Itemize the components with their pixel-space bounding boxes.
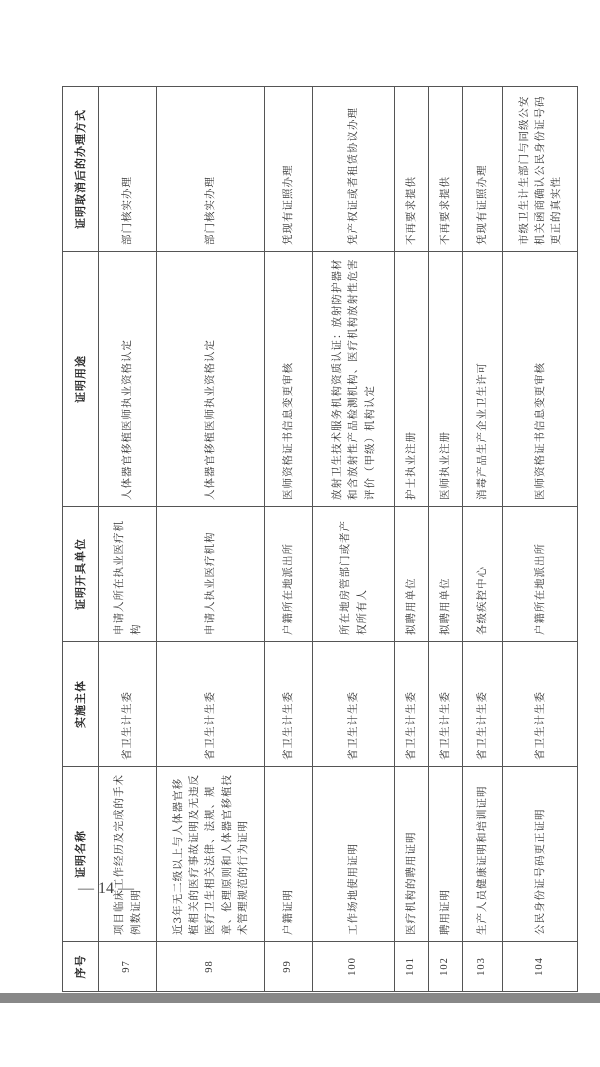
row-method: 市级卫生计生部门与同级公安机关函商确认公民身份证号码更正的真实性: [503, 87, 578, 252]
row-no: 101: [395, 942, 429, 992]
table-row: [99, 87, 157, 992]
row-subject: 省卫生计生委: [265, 642, 313, 767]
row-subject: 省卫生计生委: [429, 642, 463, 767]
bottom-band: [0, 993, 600, 1003]
row-issuer: 申请人所在执业医疗机构: [99, 507, 157, 642]
row-purpose: 人体器官移植医师执业资格认定: [99, 252, 157, 507]
header-method: 证明取消后的办理方式: [63, 87, 99, 252]
header-purpose: 证明用途: [63, 252, 99, 507]
row-method: 部门核实办理: [99, 87, 157, 252]
row-subject: 省卫生计生委: [395, 642, 429, 767]
table-row: [503, 87, 578, 992]
table-row: [157, 87, 265, 992]
row-issuer: 所在地房管部门或者产权所有人: [313, 507, 395, 642]
row-issuer: 户籍所在地派出所: [503, 507, 578, 642]
row-purpose: 医师执业注册: [429, 252, 463, 507]
table-row: [429, 87, 463, 992]
row-issuer: 户籍所在地派出所: [265, 507, 313, 642]
row-subject: 省卫生计生委: [503, 642, 578, 767]
row-name: 医疗机构的聘用证明: [395, 767, 429, 942]
row-method: 凭现有证照办理: [265, 87, 313, 252]
row-purpose: 医师资格证书信息变更审核: [503, 252, 578, 507]
rotated-table-inner: [62, 87, 577, 992]
row-method: 凭现有证照办理: [463, 87, 503, 252]
row-no: 98: [157, 942, 265, 992]
row-name: 生产人员健康证明和培训证明: [463, 767, 503, 942]
row-no: 103: [463, 942, 503, 992]
row-issuer: 拟聘用单位: [429, 507, 463, 642]
row-subject: 省卫生计生委: [157, 642, 265, 767]
row-name: 公民身份证号码更正证明: [503, 767, 578, 942]
header-issuer: 证明开具单位: [63, 507, 99, 642]
row-name: 近3年无二级以上与人体器官移植相关的医疗事故证明及无违反医疗卫生相关法律、法规、规章、伦理原则和人体器官移植技术管理规范的行为证明: [157, 767, 265, 942]
row-issuer: 各级疾控中心: [463, 507, 503, 642]
row-purpose: 放射卫生技术服务机构资质认证：放射防护器材和含放射性产品检测机构、医疗机构放射性危害评价（甲级）机构认定: [313, 252, 395, 507]
row-purpose: 消毒产品生产企业卫生许可: [463, 252, 503, 507]
row-name: 工作场地使用证明: [313, 767, 395, 942]
header-name: 证明名称: [63, 767, 99, 942]
row-issuer: 申请人执业医疗机构: [157, 507, 265, 642]
page-number: — 14 —: [78, 880, 134, 897]
header-no: 序号: [63, 942, 99, 992]
certificate-table: [62, 86, 578, 992]
row-name: 户籍证明: [265, 767, 313, 942]
row-purpose: 护士执业注册: [395, 252, 429, 507]
table-header-row: [63, 87, 99, 992]
table-row: [265, 87, 313, 992]
row-no: 102: [429, 942, 463, 992]
row-purpose: 医师资格证书信息变更审核: [265, 252, 313, 507]
row-no: 104: [503, 942, 578, 992]
row-no: 97: [99, 942, 157, 992]
row-method: 部门核实办理: [157, 87, 265, 252]
row-issuer: 拟聘用单位: [395, 507, 429, 642]
row-method: 不再要求提供: [395, 87, 429, 252]
header-subject: 实施主体: [63, 642, 99, 767]
row-purpose: 人体器官移植医师执业资格认定: [157, 252, 265, 507]
row-subject: 省卫生计生委: [463, 642, 503, 767]
table-row: [313, 87, 395, 992]
row-name: 项目临床工作经历及完成的手术例数证明: [99, 767, 157, 942]
row-no: 100: [313, 942, 395, 992]
row-name: 聘用证明: [429, 767, 463, 942]
row-method: 不再要求提供: [429, 87, 463, 252]
row-method: 凭产权证或者租赁协议办理: [313, 87, 395, 252]
row-subject: 省卫生计生委: [313, 642, 395, 767]
table-row: [463, 87, 503, 992]
row-no: 99: [265, 942, 313, 992]
row-subject: 省卫生计生委: [99, 642, 157, 767]
table-row: [395, 87, 429, 992]
